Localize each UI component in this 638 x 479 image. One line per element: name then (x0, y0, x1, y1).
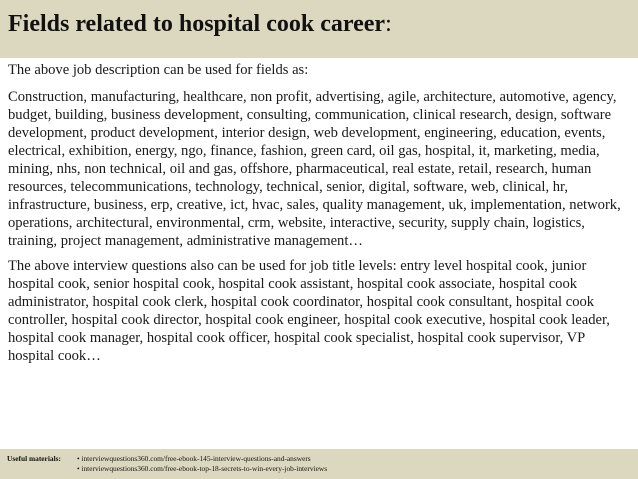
material-link-ebook-145-questions[interactable]: • interviewquestions360.com/free-ebook-145-interview-questions-and-answers (77, 454, 311, 463)
footer-bar (0, 449, 638, 479)
fields-paragraph: Construction, manufacturing, healthcare, non profit, advertising, agile, architecture, automotive, agency, budget, building, business development, consulting, communication, clinical research, design, software development, product development, interior design, web development, engineering, education, events, electrical, exhibition, energy, ngo, finance, fashion, green card, oil gas, hospital, it, marketing, media, mining, nhs, non technical, oil and gas, offshore, pharmaceutical, real estate, retail, research, human resources, telecommunications, technology, technical, senior, digital, software, web, clinical, hr, infrastructure, business, erp, creative, ict, hvac, sales, quality management, uk, implementation, network, operations, architectural, environmental, crm, website, interactive, security, supply chain, logistics, training, project management, administrative management… (8, 89, 621, 249)
material-link-ebook-18-secrets[interactable]: • interviewquestions360.com/free-ebook-top-18-secrets-to-win-every-job-interviews (77, 464, 328, 473)
slide-body (8, 61, 632, 372)
useful-materials-links (77, 454, 327, 474)
useful-materials-label: Useful materials: (7, 454, 61, 463)
slide-title (8, 11, 392, 38)
slide-title-colon: : (385, 11, 392, 37)
title-bar (0, 0, 638, 58)
intro-text: The above job description can be used for fields as: (8, 62, 309, 78)
job-levels-paragraph: The above interview questions also can be used for job title levels: entry level hospital cook, junior hospital cook, senior hospital cook, hospital cook assistant, hospital cook associate, hospital cook administrator, hospital cook clerk, hospital cook coordinator, hospital cook consultant, hospital cook controller, hospital cook director, hospital cook engineer, hospital cook executive, hospital cook leader, hospital cook manager, hospital cook officer, hospital cook specialist, hospital cook supervisor, VP hospital cook… (8, 258, 610, 364)
slide-title-text: Fields related to hospital cook career (8, 11, 386, 37)
